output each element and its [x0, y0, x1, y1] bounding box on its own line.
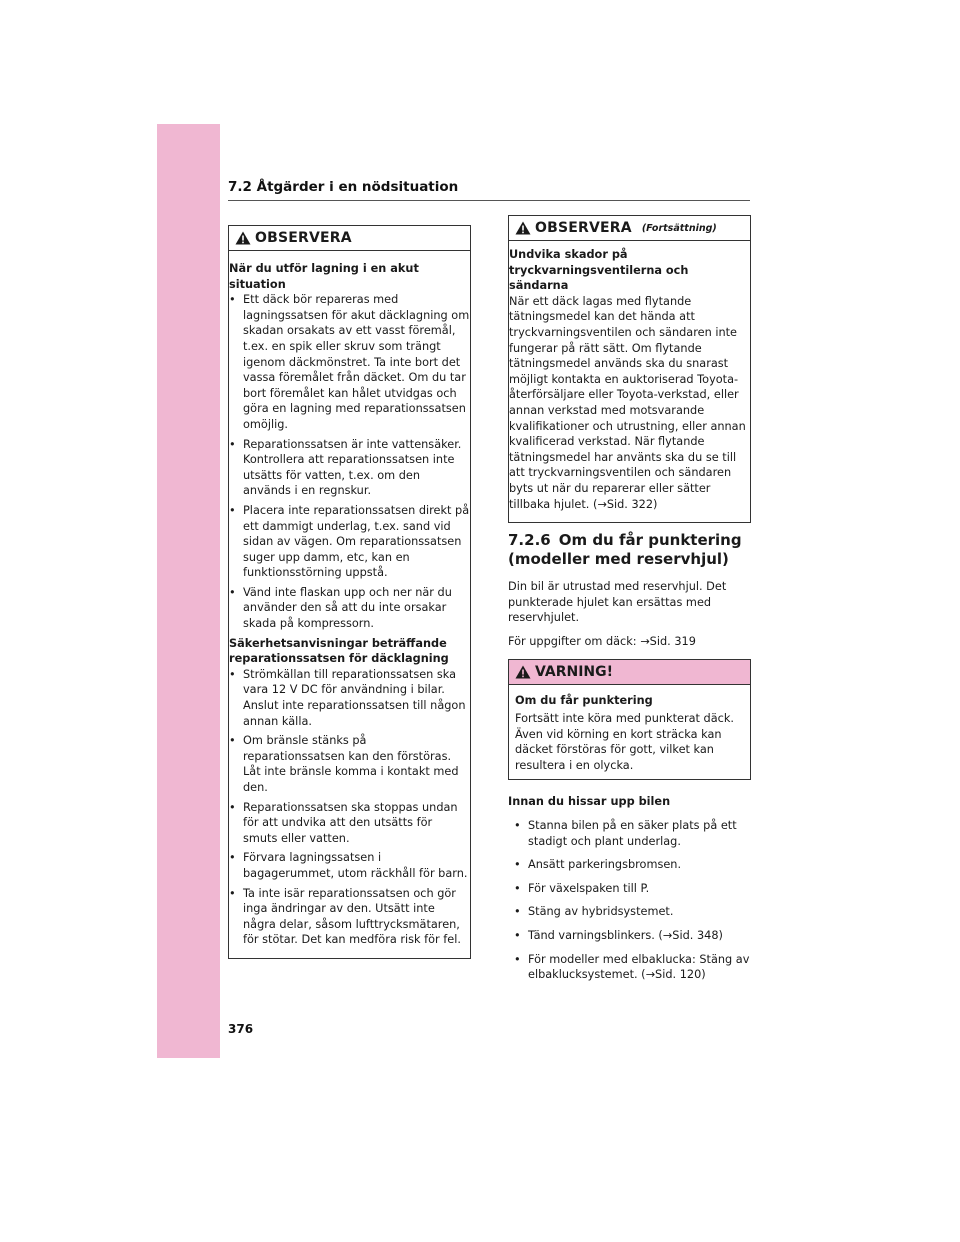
caution-bullet: • Om bränsle stänks på reparationssatsen kan den förstöras. Låt inte bränsle komma i kontakt med den.: [229, 733, 470, 795]
subsection-title: Om du får punktering (modeller med reservhjul): [508, 531, 742, 569]
caution-bullet: • Förvara lagningssatsen i bagagerummet, utom räckhåll för barn.: [229, 850, 470, 881]
caution-continued-header: [509, 216, 750, 241]
before-lift-item: • Ansätt parkeringsbromsen.: [514, 857, 751, 873]
chapter-tab-strip: [157, 124, 220, 1058]
caution-bullet: • Ta inte isär reparationssatsen och gör inga ändringar av den. Utsätt inte några delar, såsom lufttrycksmätaren, för stötar. Det kan medföra risk för fel.: [229, 886, 470, 948]
left-column: [228, 225, 471, 959]
warning-heading: Om du får punktering: [515, 694, 653, 708]
caution-box-header: [229, 226, 470, 251]
subsection-number: 7.2.6: [508, 531, 551, 550]
caution-continued-box: [508, 215, 751, 523]
page-number: 376: [228, 1022, 254, 1036]
caution-continued-subtitle: (Fortsättning): [641, 222, 717, 234]
subsection-intro: Din bil är utrustad med reservhjul. Det punkterade hjulet kan ersättas med reservhjulet.: [508, 580, 727, 625]
warning-box-header: [509, 660, 750, 685]
warning-triangle-icon: [515, 665, 531, 679]
before-lift-heading: Innan du hissar upp bilen: [508, 795, 671, 809]
caution-box: [228, 225, 471, 959]
caution-bullet: • Reparationssatsen är inte vattensäker. Kontrollera att reparationssatsen inte utsätts för vatten, t.ex. om den används i en regnskur.: [229, 437, 470, 499]
tire-reference: För uppgifter om däck: →Sid. 319: [508, 634, 696, 648]
section-header: 7.2 Åtgärder i en nödsituation: [228, 179, 750, 201]
warning-triangle-icon: [515, 221, 531, 235]
before-lift-item: • För modeller med elbaklucka: Stäng av elbaklucksystemet. (→Sid. 120): [514, 952, 751, 983]
caution-continued-title: OBSERVERA: [535, 220, 632, 236]
caution-continued-heading: Undvika skador på tryckvarningsventilerna och sändarna: [509, 248, 689, 293]
warning-box: [508, 659, 751, 780]
caution-bullet: • Vänd inte flaskan upp och ner när du använder den så att du inte orsakar skada på kompressorn.: [229, 585, 470, 632]
subsection-heading: [508, 531, 751, 569]
caution-bullet: • Reparationssatsen ska stoppas undan för att undvika att den utsätts för smuts eller vatten.: [229, 800, 470, 847]
warning-body: [509, 685, 750, 779]
right-column: [508, 215, 751, 991]
before-lift-item: • Stanna bilen på en säker plats på ett stadigt och plant underlag.: [514, 818, 751, 849]
caution-bullet: • Strömkällan till reparationssatsen ska vara 12 V DC för användning i bilar. Anslut inte reparationssatsen till någon annan källa.: [229, 667, 470, 729]
caution-bullet: • Placera inte reparationssatsen direkt på ett dammigt underlag, t.ex. sand vid sidan av vägen. Om reparationssatsen suger upp damm, etc, kan en funktionsstörning uppstå.: [229, 503, 470, 581]
caution-heading-safety: Säkerhetsanvisningar beträffande reparationssatsen för däcklagning: [229, 636, 449, 666]
before-lift-item: • Stäng av hybridsystemet.: [514, 904, 751, 920]
before-lift-item: • Tänd varningsblinkers. (→Sid. 348): [514, 928, 751, 944]
caution-heading-emergency-repair: När du utför lagning i en akut situation: [229, 262, 419, 291]
caution-continued-text: När ett däck lagas med flytande tätningsmedel kan det hända att tryckvarningsventilen och sändaren inte fungerar på rätt sätt. Om flytande tätningsmedel används ska du snarast möjligt kontakta en auktoriserad Toyota-återförsäljare eller Toyota-verkstad, eller annan verkstad med motsvarande kvalifikationer och utrustning, eller annan kvalificerad verkstad. När flytande tätningsmedel har använts ska du se till att tryckvarningsventilen och sändaren byts ut när du reparerar eller sätter tillbaka hjulet. (→Sid. 322): [509, 294, 746, 511]
caution-title: OBSERVERA: [255, 230, 352, 246]
before-lift-item: • För växelspaken till P.: [514, 881, 751, 897]
warning-text: Fortsätt inte köra med punkterat däck. Även vid körning en kort sträcka kan däcket förstöras för gott, vilket kan resultera i en olycka.: [515, 712, 734, 772]
caution-body: [229, 251, 470, 958]
caution-bullet: • Ett däck bör repareras med lagningssatsen för akut däcklagning om skadan orsakats av ett vasst föremål, t.ex. en spik eller skruv som trängt igenom däckmönstret. Ta inte bort det vassa föremålet från däcket. Om du tar bort föremålet kan hålet utvidgas och göra en lagning med reparationssatsen omöjlig.: [229, 292, 470, 432]
warning-title: VARNING!: [535, 664, 614, 681]
caution-continued-body: [509, 241, 750, 522]
warning-triangle-icon: [235, 231, 251, 245]
